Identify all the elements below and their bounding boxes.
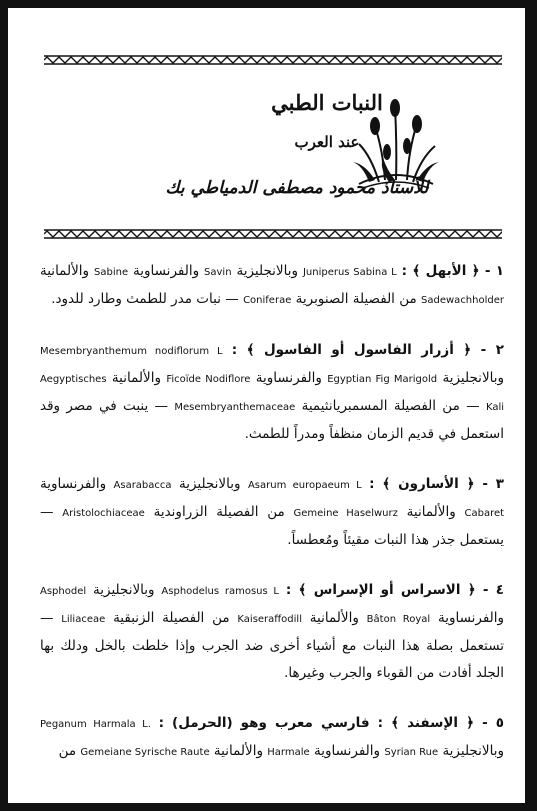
article-title: النبات الطبي [271,90,383,115]
page-border-bottom [0,803,537,811]
entries-list [40,258,504,766]
entry-2: ٢ - ﴿ أزرار الفاسول أو الفاسول ﴾ : Mesembryanthemum nodiflorum L وبالانجليزية Egyptian Fig Marigold والفرنساوية Ficoïde Nodiflore والألمانية Aegyptisches Kali — من الفصيلة المسمبريانثيمية Mesembryanthemaceae — ينبت في مصر وقد استعمل في قديم الزمان منظفاً ومدراً للطمث. [40,342,505,442]
page-border-right [525,0,537,811]
entry-3: ٣ - ﴿ الأسارون ﴾ : Asarum europaeum L وبالانجليزية Asarabacca والفرنساوية Cabaret والألمانية Gemeine Haselwurz من الفصيلة الزراوندية Aristolochiaceae — يستعمل جذر هذا النبات مقيئاً ومُعطساً. [40,476,505,548]
entry-5: ٥ - ﴿ الإسفند ﴾ : فارسي معرب وهو (الحرمل) : Peganum Harmala L. وبالانجليزية Syrian Rue والفرنساوية Harmale والألمانية Gemeiane Syrische Raute من [40,715,505,759]
ornamental-rule-top [44,55,502,65]
article-subtitle: عند العرب [294,133,360,151]
page-border-top [0,0,537,8]
entry-4: ٤ - ﴿ الاسراس أو الإسراس ﴾ : Asphodelus ramosus L وبالانجليزية Asphodel والفرنساوية Bâton Royal والألمانية Kaiseraffodill من الفصيلة الزنبقية Liliaceae — تستعمل بصلة هذا النبات مع أشياء أخرى ضد الجرب وإذا خلطت بالخل ودلك بها الجلد أفادت من القوباء والجرب وغيرها. [40,582,505,681]
article-author: للأستاذ محمود مصطفى الدمياطي بك [165,178,429,198]
page-border-left [0,0,8,811]
ornamental-rule-bottom [44,229,502,239]
entry-1: ١ - ﴿ الأبهل ﴾ : Juniperus Sabina L وبالانجليزية Savin والفرنساوية Sabine والألمانية Sadewachholder من الفصيلة الصنوبرية Coniferae — نبات مدر للطمث وطارد للدود. [40,263,505,307]
